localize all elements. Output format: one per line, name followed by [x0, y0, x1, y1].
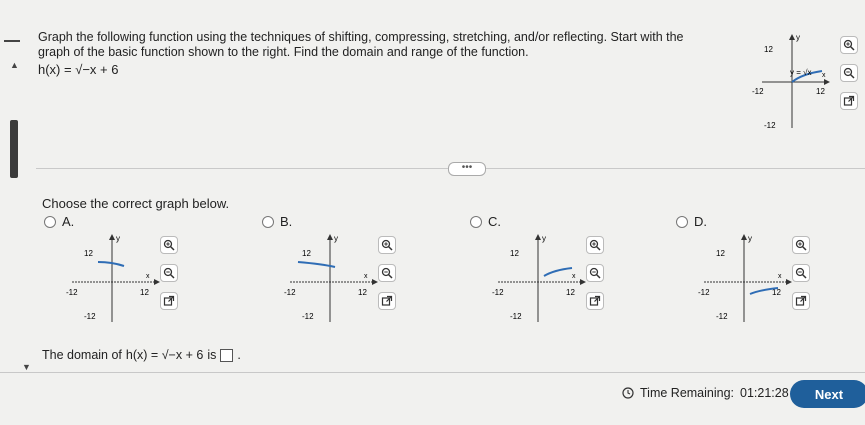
zoom-out-icon — [589, 267, 601, 279]
side-scrollbar[interactable] — [10, 120, 18, 178]
tick-right: 12 — [140, 288, 149, 297]
x-axis-label: x — [572, 273, 576, 280]
radio-button[interactable] — [44, 216, 56, 228]
zoom-out-button[interactable] — [586, 264, 604, 282]
zoom-out-button[interactable] — [840, 64, 858, 82]
question-instruction: Graph the following function using the techniques of shifting, compressing, stretching, and/or reflecting. Start with the graph of the basic function shown to the right. Find the domain and range of the function. — [38, 30, 684, 59]
domain-prompt — [42, 348, 241, 362]
option-letter: D. — [694, 214, 707, 229]
tick-left: -12 — [492, 288, 504, 297]
tick-top: 12 — [716, 249, 725, 258]
x-arrow — [372, 279, 378, 285]
tick-left: -12 — [698, 288, 710, 297]
function-label: h(x) = √−x + 6 — [38, 62, 119, 77]
radio-button[interactable] — [262, 216, 274, 228]
x-arrow — [786, 279, 792, 285]
new-window-button[interactable] — [160, 292, 178, 310]
x-axis-label: x — [364, 273, 368, 280]
collapse-chevron[interactable] — [4, 40, 20, 42]
y-axis-label: y — [796, 33, 800, 42]
zoom-out-icon — [381, 267, 393, 279]
caret-down-icon[interactable]: ▼ — [22, 362, 31, 372]
y-axis-label: y — [334, 234, 338, 243]
x-arrow — [580, 279, 586, 285]
x-axis-label: x — [822, 72, 826, 79]
new-window-button[interactable] — [586, 292, 604, 310]
x-axis-label: x — [146, 273, 150, 280]
y-arrow — [535, 234, 541, 240]
zoom-out-button[interactable] — [378, 264, 396, 282]
zoom-in-icon — [795, 239, 807, 251]
new-window-button[interactable] — [378, 292, 396, 310]
x-arrow — [154, 279, 160, 285]
new-window-icon — [589, 295, 601, 307]
caret-up-icon[interactable]: ▲ — [10, 60, 19, 70]
option-graph-b — [280, 232, 390, 327]
zoom-in-button[interactable] — [586, 236, 604, 254]
tick-right: 12 — [566, 288, 575, 297]
tick-bottom: -12 — [302, 312, 314, 321]
tick-top: 12 — [302, 249, 311, 258]
option-d[interactable] — [676, 214, 707, 229]
radio-button[interactable] — [470, 216, 482, 228]
zoom-out-button[interactable] — [792, 264, 810, 282]
option-graph-d — [694, 232, 804, 327]
y-arrow — [741, 234, 747, 240]
domain-answer-box[interactable] — [220, 349, 233, 362]
zoom-in-button[interactable] — [840, 36, 858, 54]
zoom-out-button[interactable] — [160, 264, 178, 282]
more-options-button[interactable]: ••• — [448, 162, 486, 176]
tick-top: 12 — [764, 45, 773, 54]
y-axis-label: y — [542, 234, 546, 243]
tick-right: 12 — [358, 288, 367, 297]
tick-left: -12 — [752, 87, 764, 96]
y-arrow — [327, 234, 333, 240]
tick-top: 12 — [510, 249, 519, 258]
tick-left: -12 — [66, 288, 78, 297]
zoom-in-icon — [163, 239, 175, 251]
option-graph-c — [488, 232, 598, 327]
zoom-in-icon — [589, 239, 601, 251]
curve — [98, 262, 124, 266]
tick-right: 12 — [772, 288, 781, 297]
radio-button[interactable] — [676, 216, 688, 228]
option-graph-a — [62, 232, 172, 327]
timer-label: Time Remaining: — [640, 386, 735, 400]
new-window-icon — [381, 295, 393, 307]
footer-divider — [0, 372, 865, 373]
zoom-in-button[interactable] — [378, 236, 396, 254]
new-window-icon — [795, 295, 807, 307]
y-arrow — [109, 234, 115, 240]
option-c[interactable] — [470, 214, 501, 229]
tick-bottom: -12 — [764, 121, 776, 130]
zoom-in-icon — [381, 239, 393, 251]
y-axis-label: y — [748, 234, 752, 243]
curve-label: y = √x — [790, 68, 812, 77]
domain-prefix: The domain of — [42, 348, 122, 362]
domain-end: . — [237, 348, 241, 362]
open-new-window-button[interactable] — [840, 92, 858, 110]
curve — [544, 268, 572, 276]
next-button[interactable]: Next — [790, 380, 865, 408]
tick-bottom: -12 — [84, 312, 96, 321]
y-axis-label: y — [116, 234, 120, 243]
zoom-in-button[interactable] — [792, 236, 810, 254]
reference-graph — [752, 30, 832, 135]
curve — [298, 262, 335, 267]
tick-bottom: -12 — [510, 312, 522, 321]
option-letter: B. — [280, 214, 293, 229]
option-letter: A. — [62, 214, 75, 229]
zoom-in-icon — [843, 39, 855, 51]
domain-suffix: is — [207, 348, 217, 362]
tick-left: -12 — [284, 288, 296, 297]
option-b[interactable] — [262, 214, 292, 229]
x-axis-label: x — [778, 273, 782, 280]
zoom-out-icon — [843, 67, 855, 79]
zoom-out-icon — [163, 267, 175, 279]
tick-bottom: -12 — [716, 312, 728, 321]
new-window-button[interactable] — [792, 292, 810, 310]
option-letter: C. — [488, 214, 501, 229]
timer — [622, 386, 789, 400]
clock-icon — [622, 387, 634, 399]
new-window-icon — [843, 95, 855, 107]
choose-prompt: Choose the correct graph below. — [42, 196, 230, 211]
zoom-out-icon — [795, 267, 807, 279]
tick-right: 12 — [816, 87, 825, 96]
timer-value: 01:21:28 — [740, 386, 789, 400]
zoom-in-button[interactable] — [160, 236, 178, 254]
new-window-icon — [163, 295, 175, 307]
tick-top: 12 — [84, 249, 93, 258]
domain-function: h(x) = √−x + 6 — [125, 348, 204, 362]
option-a[interactable] — [44, 214, 74, 229]
